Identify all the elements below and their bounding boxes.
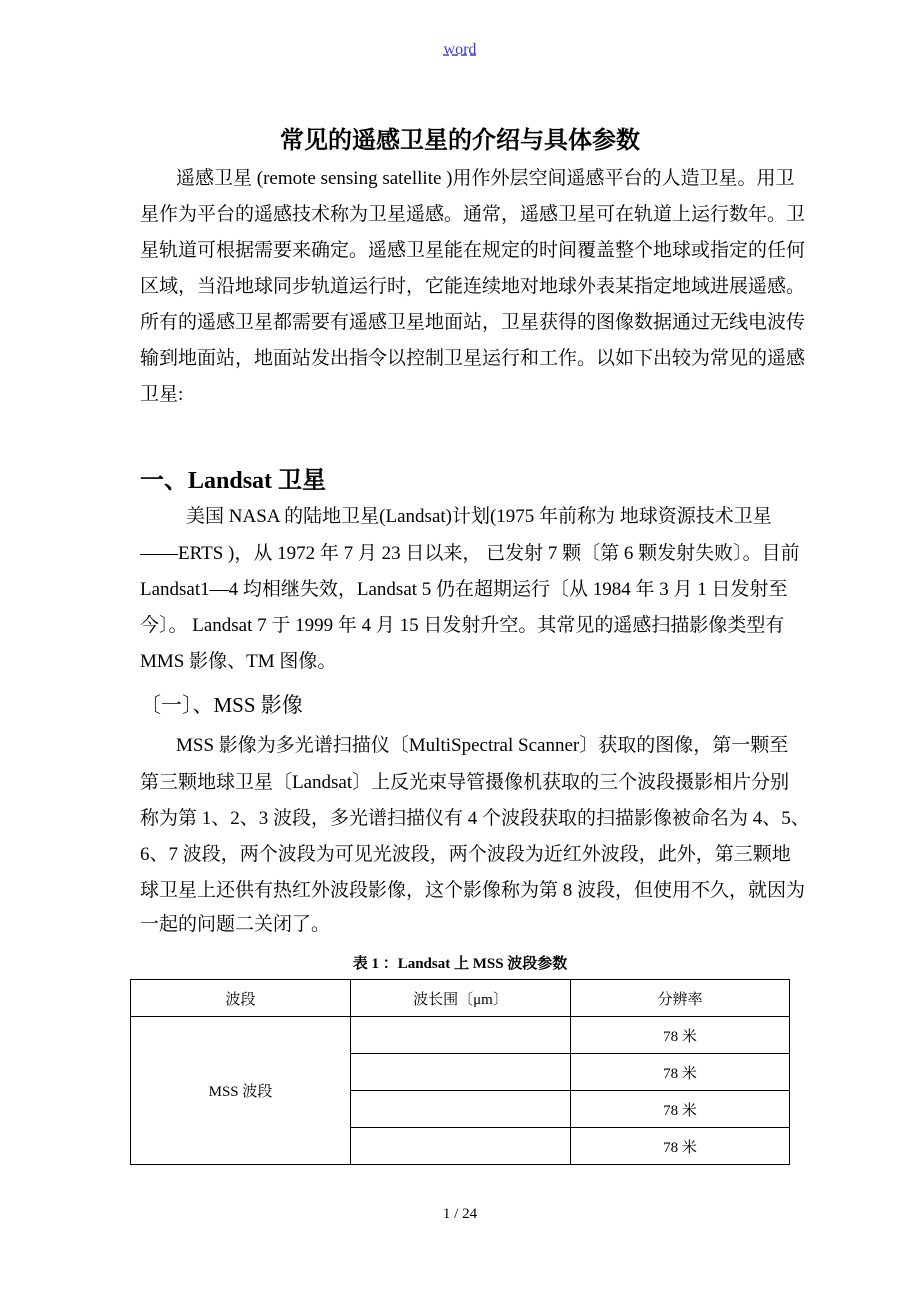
wavelength-cell	[351, 1054, 571, 1091]
wavelength-cell	[351, 1091, 571, 1128]
text-line: 星轨道可根据需要来确定。遥感卫星能在规定的时间覆盖整个地球或指定的任何	[140, 240, 806, 261]
table-caption: 表 1 ：Landsat 上 MSS 波段参数	[352, 956, 568, 972]
resolution-cell: 78 米	[571, 1128, 790, 1165]
document-title: 常见的遥感卫星的介绍与具体参数	[280, 128, 640, 154]
text-line: ——ERTS )，从 1972 年 7 月 23 日以来， 已发射 7 颗〔第 6 颗发射失败〕。目前	[140, 543, 800, 564]
text-line: 卫星:	[140, 384, 184, 405]
page-number: 1 / 24	[442, 1206, 478, 1222]
section-heading: 一、Landsat 卫星	[140, 468, 327, 494]
text-line: 所有的遥感卫星都需要有遥感卫星地面站，卫星获得的图像数据通过无线电波传	[140, 312, 806, 333]
text-line: Landsat1—4 均相继失效，Landsat 5 仍在超期运行〔从 1984 年 3 月 1 日发射至	[140, 579, 788, 600]
mss-band-table	[130, 979, 790, 1165]
table-row	[131, 1017, 790, 1054]
text-line: 称为第 1、2、3 波段，多光谱扫描仪有 4 个波段获取的扫描影像被命名为 4、5、	[140, 808, 810, 829]
header-link[interactable]: word	[443, 41, 477, 58]
text-line: 6、7 波段，两个波段为可见光波段，两个波段为近红外波段，此外，第三颗地	[140, 844, 791, 865]
text-line: 一起的问题二关闭了。	[140, 914, 331, 935]
text-line: MSS 影像为多光谱扫描仪〔MultiSpectral Scanner〕获取的图像，第一颗至	[176, 735, 789, 756]
header-cell: 波段	[131, 980, 351, 1017]
header-cell: 分辨率	[571, 980, 790, 1017]
text-line: 输到地面站，地面站发出指令以控制卫星运行和工作。以如下出较为常见的遥感	[140, 348, 806, 369]
resolution-cell: 78 米	[571, 1017, 790, 1054]
text-line: 遥感卫星 (remote sensing satellite )用作外层空间遥感平台的人造卫星。用卫	[176, 168, 795, 189]
text-line: 第三颗地球卫星〔Landsat〕上反光束导管摄像机获取的三个波段摄影相片分别	[140, 772, 790, 793]
text-line: 美国 NASA 的陆地卫星(Landsat)计划(1975 年前称为 地球资源技术卫星	[186, 506, 772, 527]
wavelength-cell	[351, 1017, 571, 1054]
text-line: 区域，当沿地球同步轨道运行时，它能连续地对地球外表某指定地域进展遥感。	[140, 276, 806, 297]
table-header-row	[131, 980, 790, 1017]
page-header	[0, 41, 920, 59]
resolution-cell: 78 米	[571, 1091, 790, 1128]
text-line: 今〕。 Landsat 7 于 1999 年 4 月 15 日发射升空。其常见的遥感扫描影像类型有	[140, 615, 785, 636]
resolution-cell: 78 米	[571, 1054, 790, 1091]
text-line: MMS 影像、TM 图像。	[140, 651, 337, 672]
text-line: 球卫星上还供有热红外波段影像，这个影像称为第 8 波段，但使用不久，就因为	[140, 880, 806, 901]
band-group-cell: MSS 波段	[131, 1017, 351, 1165]
header-cell: 波长围〔μm〕	[351, 980, 571, 1017]
wavelength-cell	[351, 1128, 571, 1165]
subsection-heading: 〔一〕、MSS 影像	[140, 693, 303, 717]
text-line: 星作为平台的遥感技术称为卫星遥感。通常，遥感卫星可在轨道上运行数年。卫	[140, 204, 806, 225]
